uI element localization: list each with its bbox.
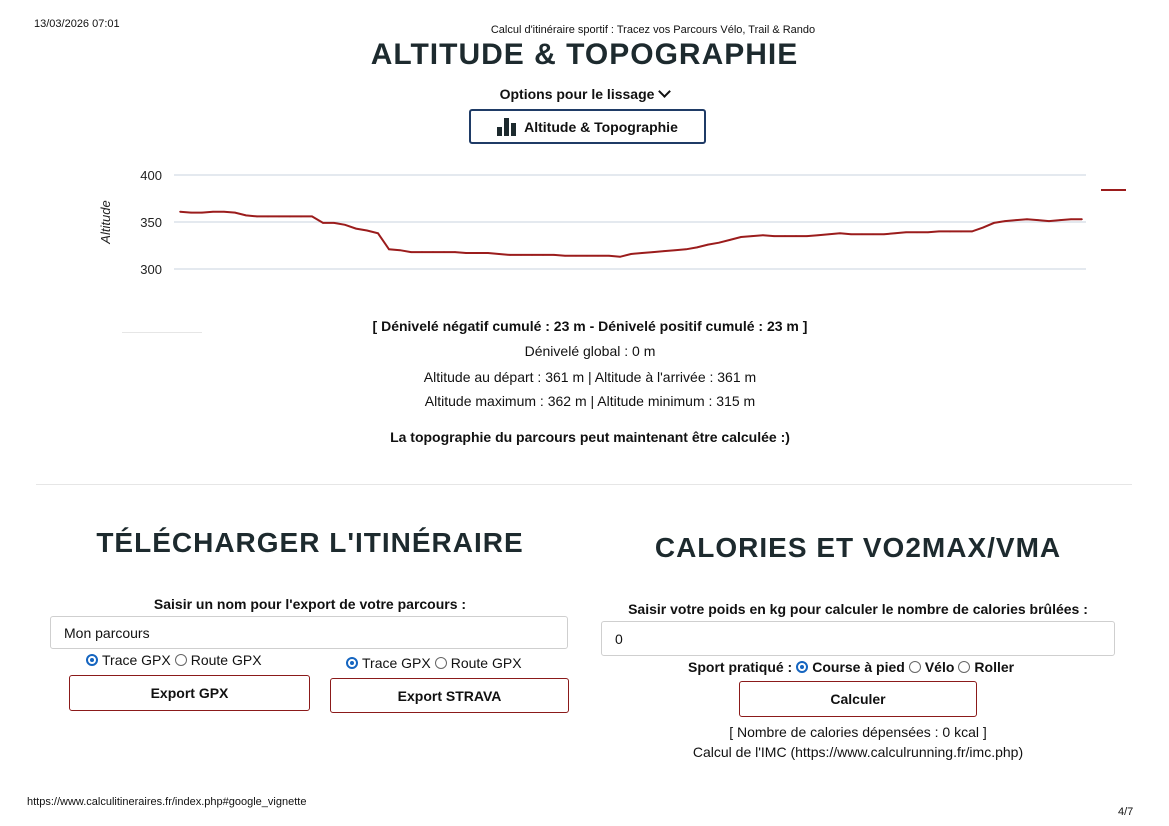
gpx-format-options	[86, 652, 262, 668]
smoothing-options-label: Options pour le lissage	[499, 86, 655, 102]
altitude-point	[476, 252, 478, 254]
strava-route-gpx-radio[interactable]	[435, 657, 447, 669]
altitude-point	[355, 228, 357, 230]
export-name-label: Saisir un nom pour l'export de votre parcours :	[153, 596, 467, 612]
altitude-point	[564, 255, 566, 257]
altitude-point	[553, 254, 555, 256]
altitude-point	[806, 235, 808, 237]
altitude-point	[718, 242, 720, 244]
page-number: 4/7	[1118, 806, 1134, 818]
export-name-input[interactable]: Mon parcours	[50, 616, 568, 649]
altitude-point	[872, 233, 874, 235]
altitude-point	[267, 216, 269, 218]
altitude-point	[729, 239, 731, 241]
altitude-chart	[90, 160, 1150, 290]
strava-trace-gpx-radio[interactable]	[346, 657, 358, 669]
altitude-point	[432, 251, 434, 253]
y-axis-title: Altitude	[98, 200, 113, 244]
altitude-point	[410, 251, 412, 253]
sport-cycling-label: Vélo	[924, 659, 955, 675]
download-heading: TÉLÉCHARGER L'ITINÉRAIRE	[96, 527, 524, 558]
trace-gpx-radio[interactable]	[86, 654, 98, 666]
altitude-point	[1081, 218, 1083, 220]
altitude-point	[982, 227, 984, 229]
altitude-point	[454, 251, 456, 253]
altitude-point	[388, 249, 390, 251]
altitude-point	[234, 212, 236, 214]
altitude-point	[212, 211, 214, 213]
y-tick-label: 400	[140, 168, 162, 183]
altitude-point	[949, 231, 951, 233]
sport-running-label: Course à pied	[812, 659, 905, 675]
y-tick-label: 350	[140, 215, 162, 230]
altitude-point	[542, 254, 544, 256]
altitude-point	[905, 232, 907, 234]
cumulative-elevation: [ Dénivelé négatif cumulé : 23 m - Dénivelé positif cumulé : 23 m ]	[372, 318, 808, 334]
altitude-point	[300, 216, 302, 218]
altitude-point	[201, 212, 203, 214]
global-elevation: Dénivelé global : 0 m	[524, 343, 656, 359]
altitude-point	[883, 233, 885, 235]
altitude-point	[850, 233, 852, 235]
imc-link[interactable]: Calcul de l'IMC (https://www.calculrunning.fr/imc.php)	[692, 744, 1024, 760]
export-gpx-button[interactable]: Export GPX	[69, 675, 310, 711]
altitude-heading: ALTITUDE & TOPOGRAPHIE	[370, 38, 799, 71]
altitude-point	[817, 234, 819, 236]
altitude-point	[839, 233, 841, 235]
section-divider	[36, 484, 1132, 485]
altitude-point	[740, 236, 742, 238]
altitude-point	[344, 224, 346, 226]
altitude-point	[608, 255, 610, 257]
start-end-altitude: Altitude au départ : 361 m | Altitude à l'arrivée : 361 m	[423, 369, 757, 385]
altitude-point	[256, 216, 258, 218]
altitude-point	[861, 233, 863, 235]
altitude-point	[1004, 220, 1006, 222]
altitude-point	[641, 252, 643, 254]
altitude-point	[916, 232, 918, 234]
altitude-point	[1026, 218, 1028, 220]
altitude-point	[927, 232, 929, 234]
altitude-point	[575, 255, 577, 257]
route-gpx-label: Route GPX	[190, 652, 262, 668]
sport-roller-radio[interactable]	[958, 661, 970, 673]
topography-note: La topographie du parcours peut maintenant être calculée :)	[390, 429, 790, 445]
altitude-point	[993, 222, 995, 224]
altitude-point	[751, 235, 753, 237]
altitude-point	[465, 252, 467, 254]
altitude-point	[179, 211, 181, 213]
calories-heading: CALORIES ET VO2MAX/VMA	[654, 532, 1062, 563]
altitude-point	[1070, 218, 1072, 220]
altitude-point	[1048, 220, 1050, 222]
altitude-point	[289, 216, 291, 218]
altitude-point	[971, 231, 973, 233]
altitude-point	[377, 233, 379, 235]
document-title: Calcul d'itinéraire sportif : Tracez vos Parcours Vélo, Trail & Rando	[490, 24, 816, 36]
print-date: 13/03/2026 07:01	[34, 18, 120, 30]
altitude-point	[586, 255, 588, 257]
altitude-point	[630, 253, 632, 255]
altitude-point	[784, 235, 786, 237]
smoothing-options-toggle[interactable]	[0, 86, 1169, 102]
altitude-point	[1015, 219, 1017, 221]
altitude-point	[190, 212, 192, 214]
altitude-point	[1059, 219, 1061, 221]
altitude-point	[1037, 219, 1039, 221]
strava-format-options	[346, 655, 522, 671]
altitude-point	[322, 222, 324, 224]
altitude-point	[399, 249, 401, 251]
sport-cycling-radio[interactable]	[909, 661, 921, 673]
altitude-point	[894, 233, 896, 235]
altitude-point	[333, 222, 335, 224]
strava-trace-gpx-label: Trace GPX	[362, 655, 431, 671]
strava-route-gpx-label: Route GPX	[450, 655, 522, 671]
max-min-altitude: Altitude maximum : 362 m | Altitude minimum : 315 m	[424, 393, 756, 409]
altitude-point	[421, 251, 423, 253]
trace-gpx-label: Trace GPX	[102, 652, 171, 668]
topography-button-label: Altitude & Topographie	[524, 118, 678, 135]
altitude-point	[278, 216, 280, 218]
altitude-point	[960, 231, 962, 233]
route-gpx-radio[interactable]	[175, 654, 187, 666]
chevron-down-icon	[659, 85, 672, 98]
altitude-point	[652, 251, 654, 253]
altitude-point	[619, 256, 621, 258]
altitude-point	[663, 250, 665, 252]
y-tick-label: 300	[140, 262, 162, 277]
calories-result: [ Nombre de calories dépensées : 0 kcal ]	[729, 724, 987, 740]
bar-chart-icon	[497, 118, 516, 136]
altitude-point	[520, 254, 522, 256]
altitude-point	[674, 249, 676, 251]
altitude-point	[828, 233, 830, 235]
altitude-point	[311, 216, 313, 218]
altitude-point	[443, 251, 445, 253]
altitude-point	[762, 234, 764, 236]
sport-roller-label: Roller	[974, 659, 1015, 675]
weight-label: Saisir votre poids en kg pour calculer le nombre de calories brûlées :	[628, 601, 1088, 617]
altitude-point	[498, 253, 500, 255]
altitude-point	[938, 231, 940, 233]
altitude-line	[180, 212, 1082, 257]
altitude-point	[245, 215, 247, 217]
sport-options	[688, 659, 1014, 675]
page-url: https://www.calculitineraires.fr/index.php#google_vignette	[27, 796, 307, 808]
altitude-point	[597, 255, 599, 257]
altitude-point	[509, 254, 511, 256]
calculate-button[interactable]: Calculer	[739, 681, 977, 717]
altitude-point	[223, 211, 225, 213]
sport-running-radio[interactable]	[796, 661, 808, 673]
altitude-point	[707, 244, 709, 246]
altitude-point	[795, 235, 797, 237]
altitude-point	[531, 254, 533, 256]
altitude-point	[366, 230, 368, 232]
export-strava-button[interactable]: Export STRAVA	[330, 678, 569, 713]
altitude-point	[487, 252, 489, 254]
altitude-point	[696, 247, 698, 249]
topography-button[interactable]	[469, 109, 706, 144]
altitude-point	[685, 249, 687, 251]
weight-input[interactable]: 0	[601, 621, 1115, 656]
altitude-point	[773, 235, 775, 237]
sport-label: Sport pratiqué :	[688, 659, 793, 675]
